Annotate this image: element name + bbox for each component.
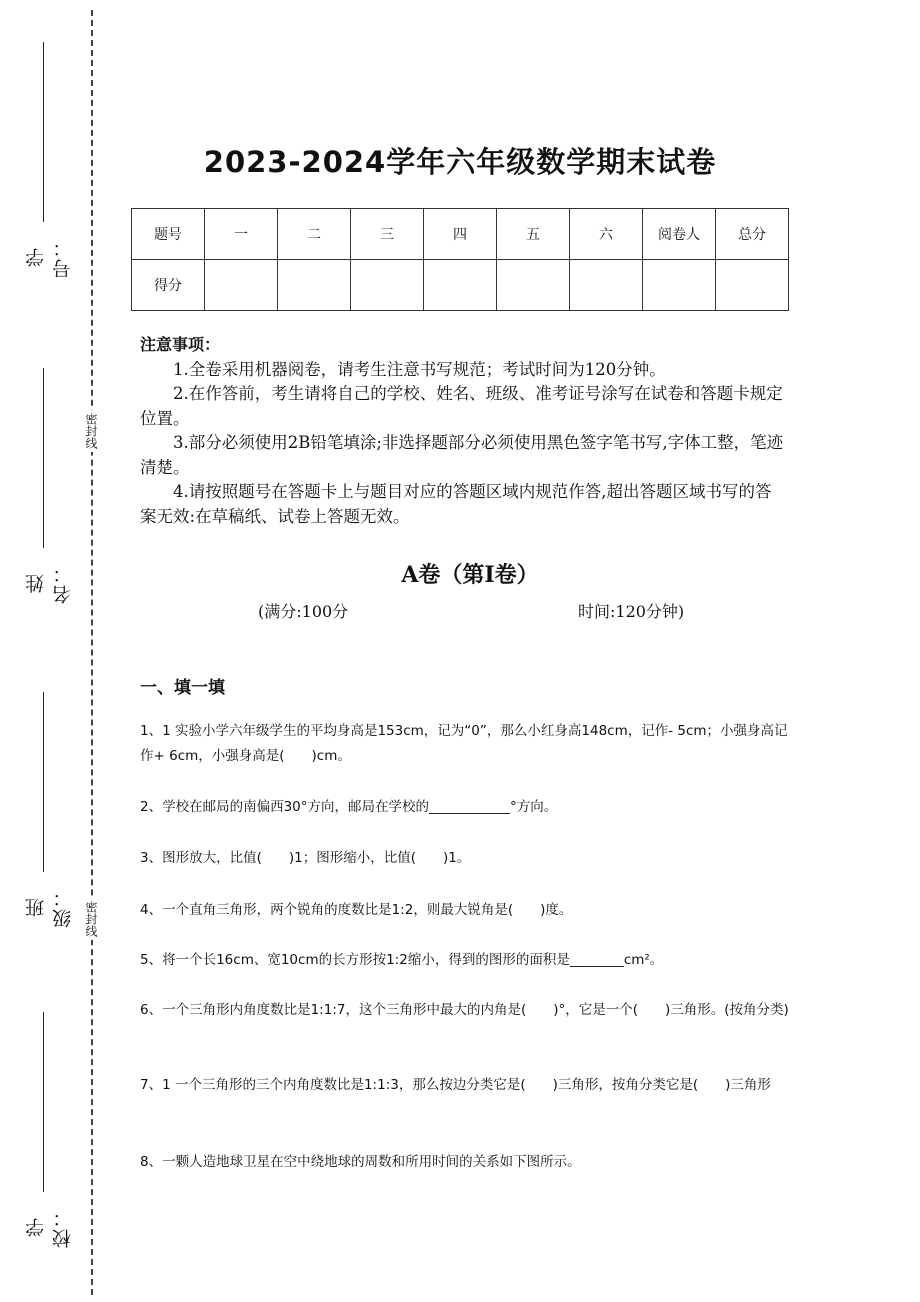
school-label: 学校： [25, 1206, 74, 1248]
table-cell: 总分 [716, 209, 789, 260]
class-label: 班级： [25, 886, 74, 928]
class-line [43, 692, 44, 872]
table-cell: 阅卷人 [643, 209, 716, 260]
table-cell: 一 [205, 209, 278, 260]
notes-heading: 注意事项： [140, 335, 221, 354]
table-cell: 四 [424, 209, 497, 260]
full-score: (满分:100分 [258, 602, 349, 621]
score-cell[interactable] [643, 260, 716, 311]
exam-title: 2023-2024学年六年级数学期末试卷 [203, 145, 717, 179]
note-item: 3.部分必须使用2B铅笔填涂;非选择题部分必须使用黑色签字笔书写,字体工整，笔迹清楚。 [140, 433, 784, 477]
score-table-score-row [132, 260, 789, 311]
score-cell[interactable] [570, 260, 643, 311]
score-cell[interactable] [424, 260, 497, 311]
score-cell[interactable] [351, 260, 424, 311]
table-cell: 五 [497, 209, 570, 260]
question: 4、一个直角三角形，两个锐角的度数比是1:2，则最大锐角是( )度。 [140, 902, 573, 918]
table-cell: 三 [351, 209, 424, 260]
score-table [131, 208, 789, 311]
note-item: 1.全卷采用机器阅卷，请考生注意书写规范；考试时间为120分钟。 [173, 359, 666, 379]
section-heading: 一、填一填 [140, 678, 225, 698]
question: 3、图形放大，比值( )1；图形缩小，比值( )1。 [140, 850, 471, 866]
name-label: 姓名： [25, 562, 74, 604]
table-cell: 得分 [132, 260, 205, 311]
score-cell[interactable] [716, 260, 789, 311]
notes [140, 333, 785, 529]
table-cell: 题号 [132, 209, 205, 260]
seal-text: 密封线 [82, 898, 100, 940]
question: 2、学校在邮局的南偏西30°方向，邮局在学校的____________°方向。 [140, 799, 558, 815]
score-cell[interactable] [278, 260, 351, 311]
seal-cut-line [91, 10, 93, 1295]
question: 7、1 一个三角形的三个内角度数比是1:1:3，那么按边分类它是( )三角形，按角分类它是( )三角形 [140, 1077, 771, 1093]
table-cell: 二 [278, 209, 351, 260]
seal-text: 密封线 [82, 410, 100, 452]
question: 1、1 实验小学六年级学生的平均身高是153cm，记为“0”，那么小红身高148cm，记作- 5cm；小强身高记作+ 6cm，小强身高是( )cm。 [140, 723, 788, 764]
question: 8、一颗人造地球卫星在空中绕地球的周数和所用时间的关系如下图所示。 [140, 1154, 581, 1170]
student-id-line [43, 42, 44, 222]
paper-title: A卷（第I卷） [401, 562, 539, 588]
name-line [43, 368, 44, 548]
student-id-label: 学号： [25, 236, 74, 278]
note-item: 4.请按照题号在答题卡上与题目对应的答题区域内规范作答,超出答题区域书写的答案无效:在草稿纸、试卷上答题无效。 [140, 482, 772, 526]
question: 6、一个三角形内角度数比是1:1:7，这个三角形中最大的内角是( )°，它是一个( )三角形。(按角分类) [140, 1002, 789, 1018]
school-line [43, 1012, 44, 1192]
note-item: 2.在作答前，考生请将自己的学校、姓名、班级、准考证号涂写在试卷和答题卡规定位置。 [140, 384, 783, 428]
exam-time: 时间:120分钟) [578, 602, 685, 621]
score-cell[interactable] [497, 260, 570, 311]
table-cell: 六 [570, 209, 643, 260]
score-cell[interactable] [205, 260, 278, 311]
question: 5、将一个长16cm、宽10cm的长方形按1:2缩小，得到的图形的面积是________cm²。 [140, 952, 664, 968]
score-table-header-row [132, 209, 789, 260]
